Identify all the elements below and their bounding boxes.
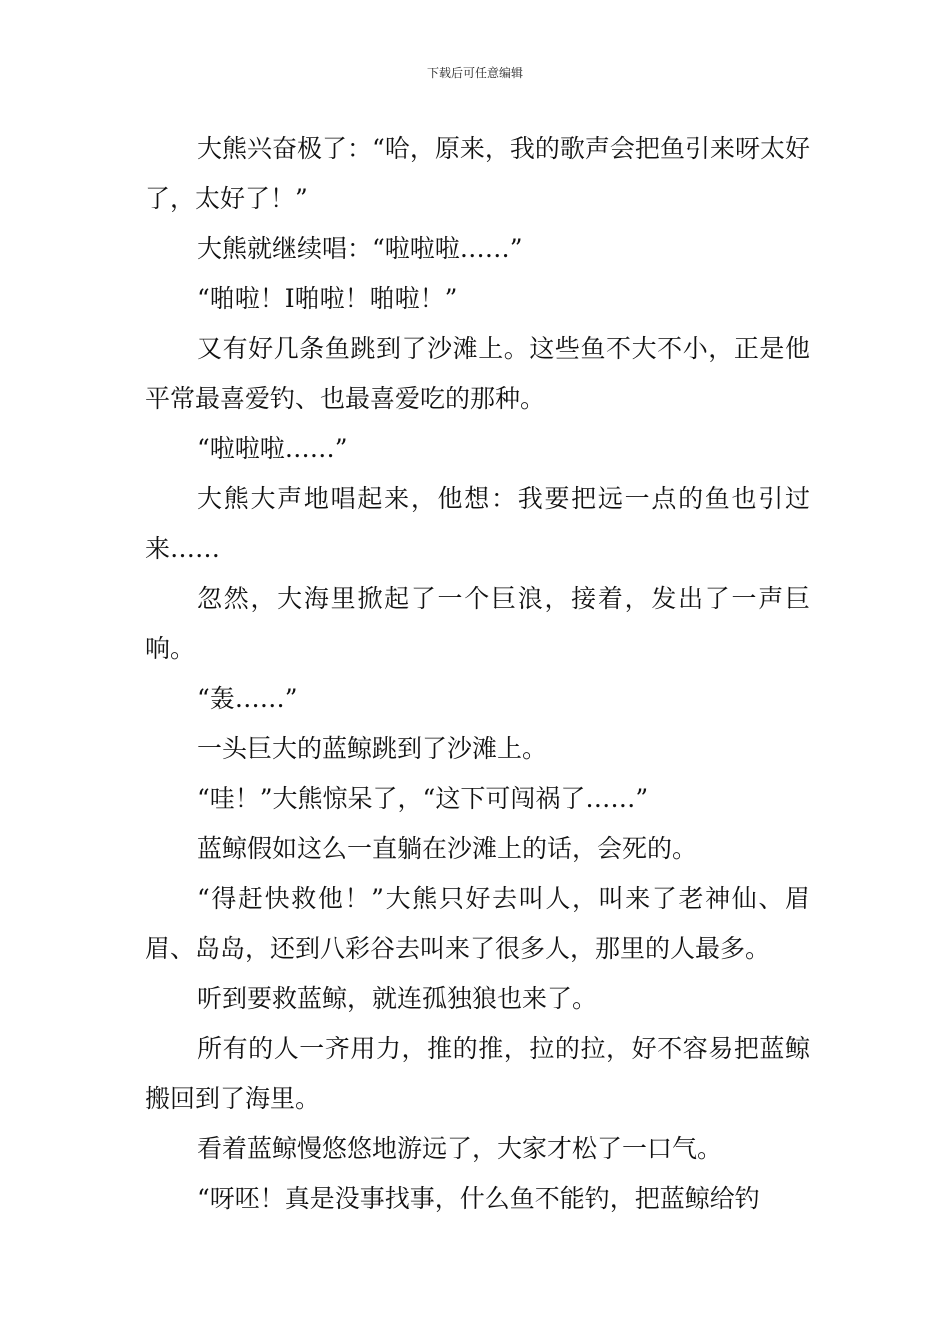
story-paragraph: “轰……”: [197, 684, 298, 713]
story-paragraph: “呀呸！真是没事找事，什么鱼不能钓，把蓝鲸给钓: [197, 1184, 760, 1213]
story-paragraph: 大熊大声地唱起来，他想：我要把远一点的鱼也引过来……: [145, 484, 810, 563]
story-paragraph: 所有的人一齐用力，推的推，拉的拉，好不容易把蓝鲸搬回到了海里。: [145, 1034, 810, 1113]
story-paragraph: “哇！”大熊惊呆了，“这下可闯祸了……”: [197, 784, 649, 813]
story-paragraph: 一头巨大的蓝鲸跳到了沙滩上。: [197, 734, 548, 763]
story-paragraph: 蓝鲸假如这么一直躺在沙滩上的话，会死的。: [197, 834, 698, 863]
page-header-note: 下载后可任意编辑: [426, 66, 523, 80]
story-paragraph: 大熊就继续唱：“啦啦啦……”: [197, 234, 523, 263]
story-paragraph: 大熊兴奋极了：“哈，原来，我的歌声会把鱼引来呀太好了，太好了！”: [145, 134, 810, 213]
story-paragraph: 忽然，大海里掀起了一个巨浪，接着，发出了一声巨响。: [145, 584, 810, 663]
story-paragraph: “啪啦！I啪啦！啪啦！”: [197, 284, 458, 313]
story-paragraph: “啦啦啦……”: [197, 434, 348, 463]
story-body: [145, 124, 810, 1224]
story-paragraph: 看着蓝鲸慢悠悠地游远了，大家才松了一口气。: [197, 1134, 723, 1163]
story-paragraph: 又有好几条鱼跳到了沙滩上。这些鱼不大不小，正是他平常最喜爱钓、也最喜爱吃的那种。: [145, 334, 810, 413]
story-paragraph: “得赶快救他！”大熊只好去叫人，叫来了老神仙、眉眉、岛岛，还到八彩谷去叫来了很多人，那里的人最多。: [145, 884, 810, 963]
story-paragraph: 听到要救蓝鲸，就连孤独狼也来了。: [197, 984, 598, 1013]
